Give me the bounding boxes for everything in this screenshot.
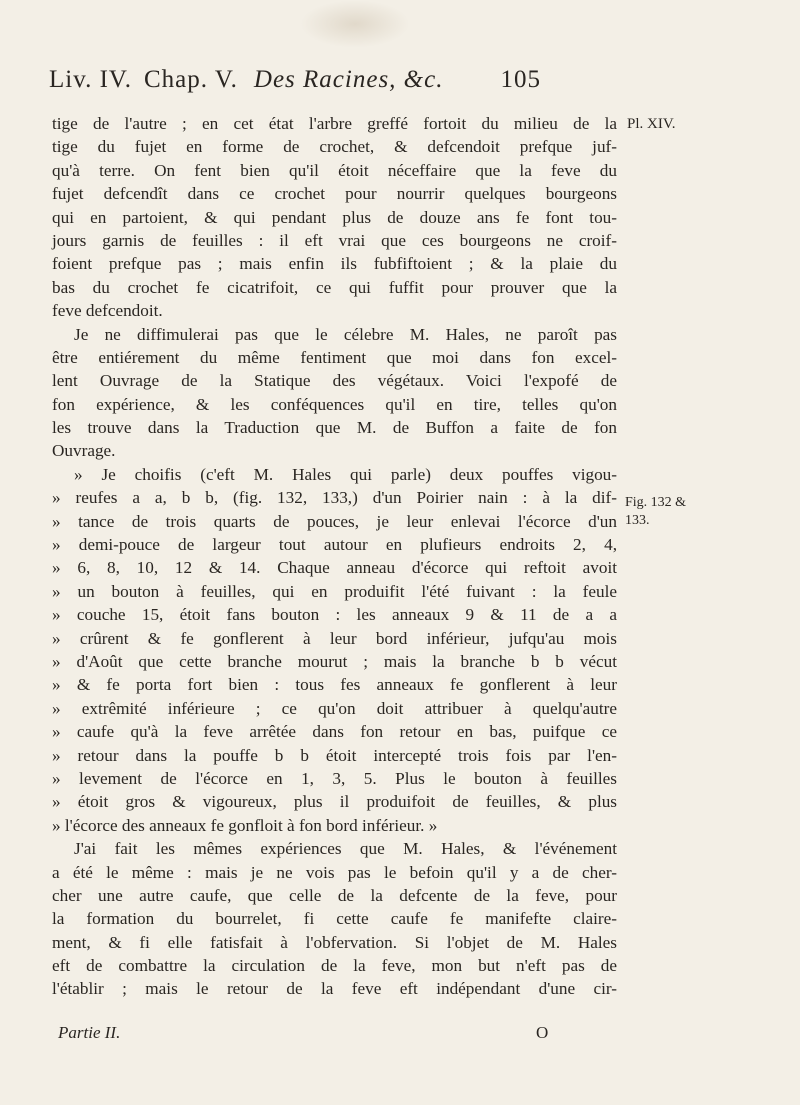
text-line: jours garnis de feuilles : il eft vrai que ces bourgeons ne croif- <box>52 230 617 250</box>
plate-reference: Pl. XIV. <box>627 116 676 132</box>
signature-mark: O <box>536 1023 549 1042</box>
text-line: » Je choifis (c'eft M. Hales qui parle) deux pouffes vigou- <box>74 464 617 484</box>
book-label: Liv. IV. <box>49 66 132 93</box>
text-line: » levement de l'écorce en 1, 3, 5. Plus le bouton à feuilles <box>52 768 617 788</box>
text-line: » crûrent & fe gonflerent à leur bord inférieur, jufqu'au mois <box>52 628 617 648</box>
text-line: » tance de trois quarts de pouces, je leur enlevai l'écorce d'un <box>52 511 617 531</box>
text-line: eft de combattre la circulation de la feve, mon but n'eft pas de <box>52 956 617 976</box>
text-line: » couche 15, étoit fans bouton : les anneaux 9 & 11 de a a <box>52 605 617 625</box>
text-line: » d'Août que cette branche mourut ; mais la branche b b vécut <box>52 651 617 671</box>
part-label: Partie II. <box>58 1023 121 1042</box>
figure-reference <box>625 494 686 530</box>
text-line: qu'à terre. On fent bien qu'il étoit néceffaire que la feve du <box>52 160 617 180</box>
text-line: les trouve dans la Traduction que M. de Buffon a faite de fon <box>52 418 617 438</box>
body-text <box>52 112 617 1001</box>
text-line: » & fe porta fort bien : tous fes anneaux fe gonflerent à leur <box>52 675 617 695</box>
text-line: » extrêmité inférieure ; ce qu'on doit attribuer à quelqu'autre <box>52 698 617 718</box>
text-line: la formation du bourrelet, fi cette caufe fe manifefte claire- <box>52 909 617 929</box>
text-line: Ouvrage. <box>52 441 116 461</box>
page-footer <box>58 1023 598 1045</box>
text-line: ment, & fi elle fatisfait à l'obfervation. Si l'objet de M. Hales <box>52 932 617 952</box>
text-line: J'ai fait les mêmes expériences que M. Hales, & l'événement <box>74 839 617 859</box>
text-line: foient prefque pas ; mais enfin ils fubfiftoient ; & la plaie du <box>52 254 617 274</box>
text-line: » étoit gros & vigoureux, plus il produifoit de feuilles, & plus <box>52 792 617 812</box>
text-line: tige de l'autre ; en cet état l'arbre greffé fortoit du milieu de la <box>52 114 617 133</box>
text-line: qui en partoient, & qui pendant plus de douze ans fe font tou- <box>52 207 617 227</box>
text-line: » l'écorce des anneaux fe gonfloit à fon bord inférieur. » <box>52 815 438 835</box>
chapter-title: Des Racines, &c. <box>253 66 444 93</box>
text-line: tige du fujet en forme de crochet, & defcendoit prefque juf- <box>52 137 617 157</box>
figure-reference-line1: Fig. 132 & <box>625 495 687 510</box>
text-line: a été le même : mais je ne vois pas le befoin qu'il y a de cher- <box>52 862 617 882</box>
text-line: cher une autre caufe, que celle de la defcente de la feve, pour <box>52 885 617 905</box>
page-number: 105 <box>500 66 541 93</box>
chapter-label: Chap. V. <box>144 66 238 93</box>
text-line: fujet defcendît dans ce crochet pour nourrir quelques bourgeons <box>52 184 617 204</box>
text-line: être entiérement du même fentiment que moi dans fon excel- <box>52 347 617 367</box>
text-line: bas du crochet fe cicatrifoit, ce qui fuffit pour prouver que la <box>52 277 617 297</box>
text-line: » 6, 8, 10, 12 & 14. Chaque anneau d'écorce qui reftoit avoit <box>52 558 617 578</box>
running-head <box>49 66 541 102</box>
text-line: » caufe qu'à la feve arrêtée dans fon retour en bas, puifque ce <box>52 722 617 742</box>
text-line: lent Ouvrage de la Statique des végétaux. Voici l'expofé de <box>52 371 617 391</box>
text-line: l'établir ; mais le retour de la feve eft indépendant d'une cir- <box>52 979 617 999</box>
text-line: feve defcendoit. <box>52 301 163 321</box>
text-line: fon expérience, & les conféquences qu'il en tire, telles qu'on <box>52 394 617 414</box>
text-line: » demi-pouce de largeur tout autour en plufieurs endroits 2, 4, <box>52 535 617 555</box>
text-line: » reufes a a, b b, (fig. 132, 133,) d'un Poirier nain : à la dif- <box>52 488 617 508</box>
text-line: » un bouton à feuilles, qui en produifit l'été fuivant : la feule <box>52 581 617 601</box>
text-line: Je ne diffimulerai pas que le célebre M. Hales, ne paroît pas <box>74 324 617 344</box>
figure-reference-line2: 133. <box>625 513 650 528</box>
paper-stain <box>300 0 410 48</box>
text-line: » retour dans la pouffe b b étoit intercepté trois fois par l'en- <box>52 745 617 765</box>
